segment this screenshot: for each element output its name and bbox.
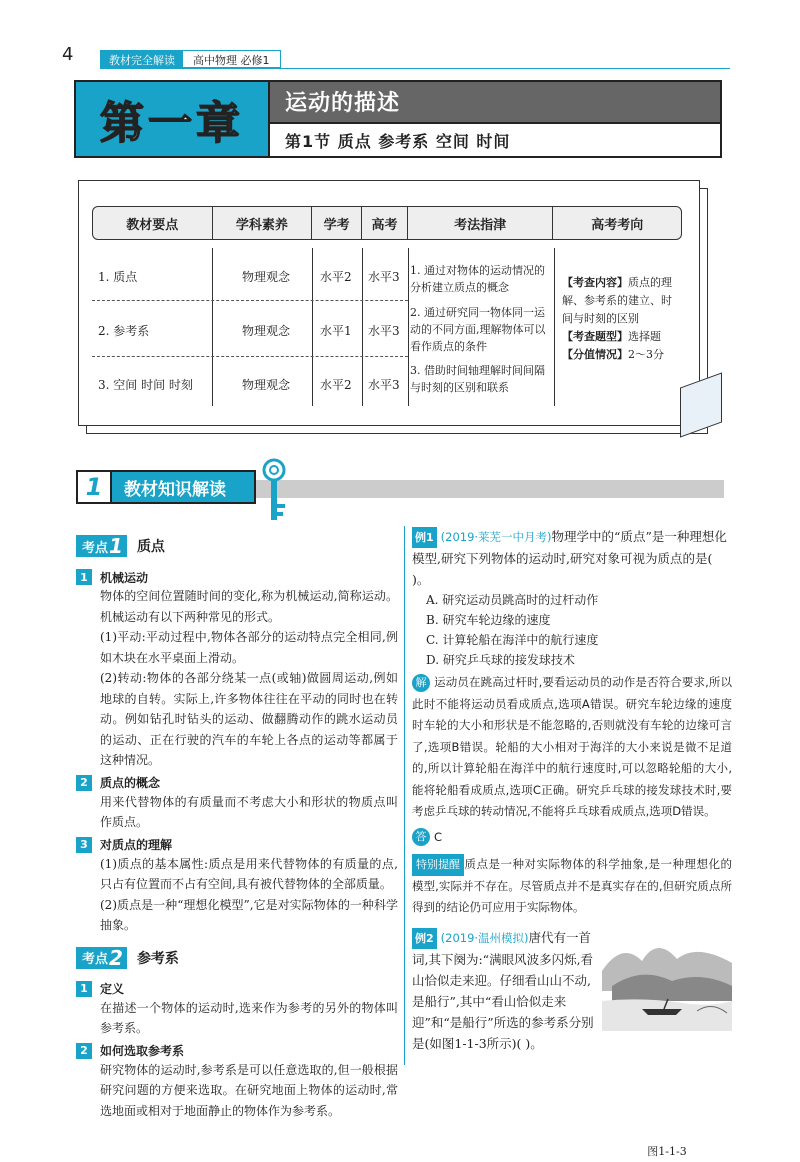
overview-table-body xyxy=(92,248,682,406)
kd-number: 1 xyxy=(109,534,123,558)
col-divider xyxy=(554,248,555,406)
right-column xyxy=(412,526,732,1158)
col-divider xyxy=(212,248,213,406)
trend-content: 质点的理解、参考系的建立、时间与时刻的区别 xyxy=(562,276,672,325)
option-c: C. 计算轮船在海洋中的航行速度 xyxy=(426,633,599,647)
example-1 xyxy=(412,526,732,590)
col-header-trend: 高考考向 xyxy=(591,217,644,233)
book-label: 高中物理 必修1 xyxy=(193,54,270,67)
knowledge-point-badge xyxy=(76,947,127,969)
section-title: 第1节 质点 参考系 空间 时间 xyxy=(285,132,511,151)
series-label: 教材完全解读 xyxy=(101,51,183,67)
table-cell-gaokao: 水平3 xyxy=(368,378,400,392)
trend-type-tag: 【考查题型】 xyxy=(562,330,628,343)
mountain-boat-illustration xyxy=(602,931,732,1031)
row-divider xyxy=(92,356,408,357)
kd-label: 考点 xyxy=(82,952,109,967)
example-2 xyxy=(412,927,732,1158)
paragraph: (1)平动:平动过程中,物体各部分的运动特点完全相同,例如木块在水平桌面上滑动。 xyxy=(100,630,398,665)
chapter-box xyxy=(74,80,270,158)
paragraph: (2)转动:物体的各部分绕某一点(或轴)做圆周运动,例如地球的自转。实际上,许多物体往往在平动的同时也在转动。例如钻孔时钻头的运动、做翻腾动作的跳水运动员的运动、正在行驶的汽车的车轮上各点的运动等都属于这种情况。 xyxy=(100,671,398,767)
paragraph: 研究物体的运动时,参考系是可以任意选取的,但一般根据研究问题的方便来选取。在研究地面上物体的运动时,常选地面或相对于地面静止的物体作为参考系。 xyxy=(100,1062,398,1118)
solution-icon: 解 xyxy=(412,674,430,692)
kd-number: 2 xyxy=(109,945,123,970)
table-cell-literacy: 物理观念 xyxy=(242,270,291,284)
law-item: 3. 借助时间轴理解时间间隔与时刻的区别和联系 xyxy=(410,364,545,394)
item-title: 质点的概念 xyxy=(100,776,161,790)
page-number: 4 xyxy=(62,44,74,65)
item-number: 3 xyxy=(76,837,92,853)
trend-content-tag: 【考查内容】 xyxy=(562,276,628,289)
col-header-gaokao: 高考 xyxy=(362,207,408,239)
tip xyxy=(412,854,732,919)
chapter-subtitle: 运动的描述 xyxy=(285,91,401,116)
col-divider xyxy=(362,248,363,406)
item-heading xyxy=(76,980,398,998)
item-number: 2 xyxy=(76,775,92,791)
item-heading xyxy=(76,774,398,792)
col-header-xuekao: 学考 xyxy=(312,207,362,239)
paragraph: 用来代替物体的有质量而不考虑大小和形状的物质点叫作质点。 xyxy=(100,794,398,829)
item-title: 如何选取参考系 xyxy=(100,1044,185,1058)
trend-cell xyxy=(562,274,680,364)
key-icon xyxy=(256,458,292,526)
option-b: B. 研究车轮边缘的速度 xyxy=(426,613,551,627)
table-cell-point: 3. 空间 时间 时刻 xyxy=(98,378,193,392)
example-stem: 物理学中的“质点”是一种理想化模型,研究下列物体的运动时,研究对象可视为质点的是( )。 xyxy=(412,529,727,587)
col-divider xyxy=(408,248,409,406)
example-stem: 唐代有一首词,其下阕为:“满眼风波多闪烁,看山恰似走来迎。仔细看山山不动,是船行”,其中“看山恰似走来迎”和“是船行”所选的参考系分别是(如图1-1-3所示)( )。 xyxy=(412,929,594,1051)
answer-icon: 答 xyxy=(412,828,430,846)
col-header-point: 教材要点 xyxy=(93,207,213,239)
option-a: A. 研究运动员跳高时的过杆动作 xyxy=(426,593,599,607)
solution-text: 运动员在跳高过杆时,要看运动员的动作是否符合要求,所以此时不能将运动员看成质点,选项A错误。研究车轮边缘的速度时车轮的大小和形状是不能忽略的,否则就没有车轮的边缘可言了,选项B错误。轮船的大小相对于海洋的大小来说是微不足道的,所以计算轮船在海洋中的航行速度时,可以忽略轮船的大小,能将轮船看成质点,选项C正确。研究乒乓球的接发球技术时,要考虑乒乓球的转动情况,不能将乒乓球看成质点,选项D错误。 xyxy=(412,675,732,818)
table-cell-gaokao: 水平3 xyxy=(368,270,400,284)
col-header-law: 考法指津 xyxy=(408,207,554,239)
table-cell-point: 2. 参考系 xyxy=(98,324,150,338)
table-cell-literacy: 物理观念 xyxy=(242,378,291,392)
item-title: 对质点的理解 xyxy=(100,838,173,852)
paragraph: (1)质点的基本属性:质点是用来代替物体的有质量的点,只占有位置而不占有空间,具有被代替物体的全部质量。 xyxy=(100,856,398,891)
table-cell-xuekao: 水平2 xyxy=(320,270,352,284)
paragraph: (2)质点是一种“理想化模型”,它是对实际物体的一种科学抽象。 xyxy=(100,897,398,932)
book-tag xyxy=(100,50,281,68)
example-tag: 例1 xyxy=(412,527,437,548)
law-item: 1. 通过对物体的运动情况的分析建立质点的概念 xyxy=(410,264,545,294)
kd-label: 考点 xyxy=(82,540,109,556)
tip-text: 质点是一种对实际物体的科学抽象,是一种理想化的模型,实际并不存在。尽管质点并不是真实存在的,但研究质点所得到的结论仍可应用于实际物体。 xyxy=(412,857,732,914)
trend-type: 选择题 xyxy=(628,330,661,343)
table-cell-literacy: 物理观念 xyxy=(242,324,291,338)
knowledge-point-title: 质点 xyxy=(136,539,165,555)
item-title: 定义 xyxy=(100,982,125,996)
trend-score: 2～3分 xyxy=(628,348,664,361)
table-cell-xuekao: 水平2 xyxy=(320,378,352,392)
item-heading xyxy=(76,836,398,854)
solution xyxy=(412,672,732,823)
paragraph: 在描述一个物体的运动时,选来作为参考的另外的物体叫参考系。 xyxy=(100,1000,398,1035)
item-number: 1 xyxy=(76,981,92,997)
landscape-figure xyxy=(602,931,732,1158)
example-source: (2019·温州模拟) xyxy=(440,930,529,945)
chapter-title: 第一章 xyxy=(100,98,244,149)
paragraph: 物体的空间位置随时间的变化,称为机械运动,简称运动。机械运动有以下两种常见的形式。 xyxy=(100,589,398,624)
item-heading xyxy=(76,1042,398,1060)
row-divider xyxy=(92,300,408,301)
col-header-literacy: 学科素养 xyxy=(213,207,313,239)
section-number: 1 xyxy=(78,472,112,502)
figure-caption: 图1-1-3 xyxy=(647,1144,687,1158)
header-rule xyxy=(100,68,730,69)
answer xyxy=(412,827,732,849)
example-source: (2019·莱芜一中月考) xyxy=(440,530,552,544)
item-heading xyxy=(76,568,398,586)
knowledge-point-1 xyxy=(76,534,398,558)
knowledge-point-2 xyxy=(76,946,398,970)
section-band-title: 教材知识解读 xyxy=(124,479,226,500)
knowledge-point-title: 参考系 xyxy=(136,950,179,967)
answer-text: C xyxy=(434,829,443,844)
knowledge-point-badge xyxy=(76,535,127,557)
item-number: 2 xyxy=(76,1043,92,1059)
col-divider xyxy=(312,248,313,406)
table-cell-point: 1. 质点 xyxy=(98,270,138,284)
table-cell-xuekao: 水平1 xyxy=(320,324,352,338)
section-badge xyxy=(76,470,256,504)
item-number: 1 xyxy=(76,569,92,585)
option-d: D. 研究乒乓球的接发球技术 xyxy=(426,653,575,667)
example-tag: 例2 xyxy=(412,928,437,949)
tip-tag: 特别提醒 xyxy=(412,854,464,876)
column-divider xyxy=(404,526,405,1065)
left-column xyxy=(76,534,398,1121)
overview-table-header xyxy=(92,206,682,240)
law-item: 2. 通过研究同一物体同一运动的不同方面,理解物体可以看作质点的条件 xyxy=(410,306,546,353)
trend-score-tag: 【分值情况】 xyxy=(562,348,628,361)
item-title: 机械运动 xyxy=(100,570,149,585)
table-cell-gaokao: 水平3 xyxy=(368,324,400,338)
